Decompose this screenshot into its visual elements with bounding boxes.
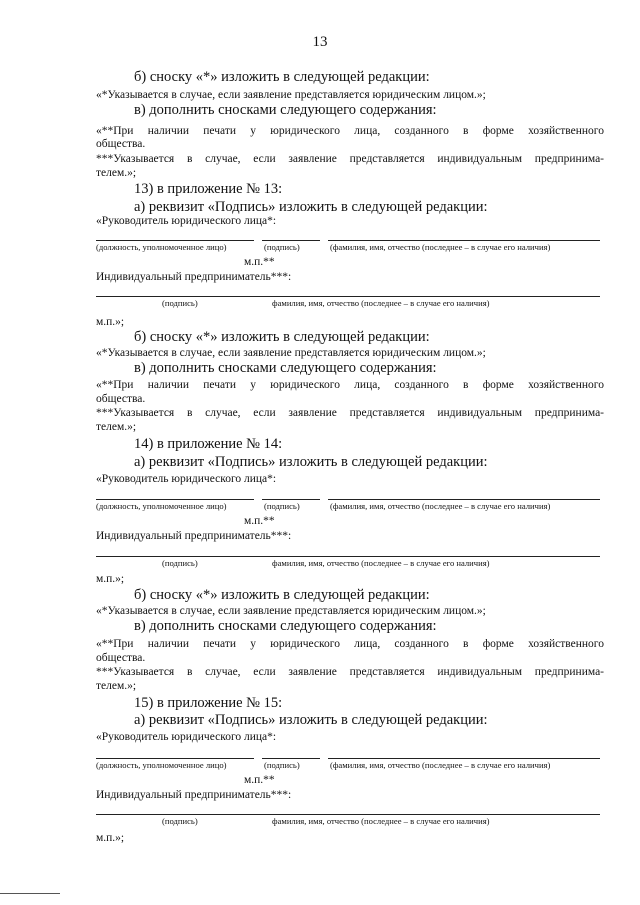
footnote-star-text: «*Указывается в случае, если заявление представляется юридическим лицом.»; [96, 605, 486, 617]
appendix-14-heading: 14) в приложение № 14: [134, 436, 283, 452]
footnote-3star-text: ***Указывается в случае, если заявление представляется индивидуальным предпринима- [96, 407, 604, 419]
position-line [96, 499, 254, 500]
name-caption: фамилия, имя, отчество (последнее – в случае его наличия) [272, 816, 490, 826]
signature-caption: (подпись) [162, 558, 198, 568]
signature-line [262, 240, 320, 241]
footnote-2star-cont: общества. [96, 652, 146, 664]
footnote-2star-text: «**При наличии печати у юридического лица, созданного в форме хозяйственного [96, 125, 604, 137]
footnote-star-instruction: б) сноску «*» изложить в следующей редакции: [134, 329, 430, 345]
signature-requisite-instruction: а) реквизит «Подпись» изложить в следующей редакции: [134, 712, 488, 728]
page-number: 13 [312, 34, 328, 50]
signature-requisite-instruction: а) реквизит «Подпись» изложить в следующей редакции: [134, 199, 488, 215]
scan-edge-line [0, 893, 60, 894]
name-line [328, 499, 600, 500]
director-label: «Руководитель юридического лица*: [96, 731, 277, 743]
signature-caption: (подпись) [264, 501, 300, 511]
name-line [328, 758, 600, 759]
seal-place-label: м.п.** [244, 256, 275, 268]
position-line [96, 240, 254, 241]
seal-place-label: м.п.** [244, 774, 275, 786]
footnote-star-instruction: б) сноску «*» изложить в следующей редакции: [134, 587, 430, 603]
signature-line [262, 758, 320, 759]
entrepreneur-label: Индивидуальный предприниматель***: [96, 789, 292, 801]
entrepreneur-line [96, 814, 600, 815]
footnote-3star-text: ***Указывается в случае, если заявление представляется индивидуальным предпринима- [96, 153, 604, 165]
name-caption: фамилия, имя, отчество (последнее – в случае его наличия) [272, 558, 490, 568]
position-caption: (должность, уполномоченное лицо) [96, 501, 227, 511]
seal-place-end: м.п.»; [96, 832, 125, 844]
director-label: «Руководитель юридического лица*: [96, 215, 277, 227]
name-caption: (фамилия, имя, отчество (последнее – в случае его наличия) [330, 501, 551, 511]
footnote-star-text: «*Указывается в случае, если заявление представляется юридическим лицом.»; [96, 347, 486, 359]
appendix-15-heading: 15) в приложение № 15: [134, 695, 283, 711]
footnote-3star-text: ***Указывается в случае, если заявление представляется индивидуальным предпринима- [96, 666, 604, 678]
name-caption: фамилия, имя, отчество (последнее – в случае его наличия) [272, 298, 490, 308]
position-caption: (должность, уполномоченное лицо) [96, 760, 227, 770]
position-line [96, 758, 254, 759]
add-footnotes-instruction: в) дополнить сносками следующего содержания: [134, 102, 437, 118]
signature-caption: (подпись) [264, 242, 300, 252]
footnote-2star-text: «**При наличии печати у юридического лица, созданного в форме хозяйственного [96, 638, 604, 650]
director-label: «Руководитель юридического лица*: [96, 473, 277, 485]
name-caption: (фамилия, имя, отчество (последнее – в случае его наличия) [330, 760, 551, 770]
footnote-2star-text: «**При наличии печати у юридического лица, созданного в форме хозяйственного [96, 379, 604, 391]
name-line [328, 240, 600, 241]
seal-place-label: м.п.** [244, 515, 275, 527]
name-caption: (фамилия, имя, отчество (последнее – в случае его наличия) [330, 242, 551, 252]
entrepreneur-line [96, 296, 600, 297]
seal-place-end: м.п.»; [96, 573, 125, 585]
footnote-2star-cont: общества. [96, 138, 146, 150]
signature-caption: (подпись) [162, 298, 198, 308]
entrepreneur-label: Индивидуальный предприниматель***: [96, 530, 292, 542]
footnote-star-instruction: б) сноску «*» изложить в следующей редакции: [134, 69, 430, 85]
footnote-3star-cont: телем.»; [96, 421, 137, 433]
signature-requisite-instruction: а) реквизит «Подпись» изложить в следующей редакции: [134, 454, 488, 470]
footnote-star-text: «*Указывается в случае, если заявление представляется юридическим лицом.»; [96, 89, 486, 101]
entrepreneur-label: Индивидуальный предприниматель***: [96, 271, 292, 283]
footnote-3star-cont: телем.»; [96, 167, 137, 179]
footnote-2star-cont: общества. [96, 393, 146, 405]
add-footnotes-instruction: в) дополнить сносками следующего содержания: [134, 618, 437, 634]
seal-place-end: м.п.»; [96, 316, 125, 328]
add-footnotes-instruction: в) дополнить сносками следующего содержания: [134, 360, 437, 376]
signature-line [262, 499, 320, 500]
signature-caption: (подпись) [264, 760, 300, 770]
appendix-13-heading: 13) в приложение № 13: [134, 181, 283, 197]
entrepreneur-line [96, 556, 600, 557]
footnote-3star-cont: телем.»; [96, 680, 137, 692]
signature-caption: (подпись) [162, 816, 198, 826]
position-caption: (должность, уполномоченное лицо) [96, 242, 227, 252]
